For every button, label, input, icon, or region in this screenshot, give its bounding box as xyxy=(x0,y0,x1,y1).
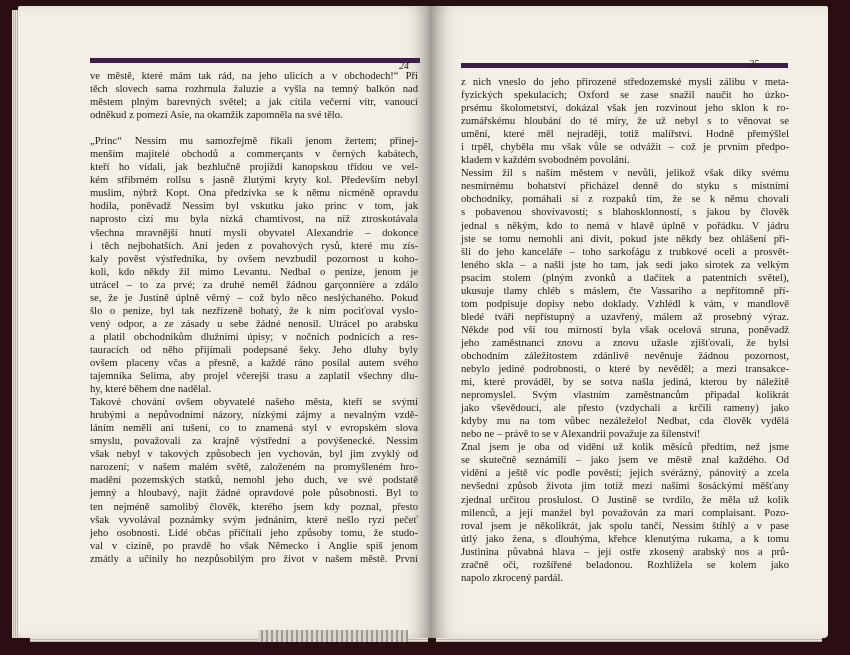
text-line: jeho zaměstnanci znovu a znovu užasle zjišťovali, že bylsi xyxy=(461,337,789,349)
page-body xyxy=(90,70,418,566)
text-line: těch slovech sama rozhrnula žaluzie a vyšla na temný balkón nad xyxy=(90,84,418,96)
text-line: Takové chování ovšem obyvatelé našeho města, kteří se svými xyxy=(90,397,418,409)
text-line: městem plným barevných světel; a jak cítila večerní vítr, vanoucí xyxy=(90,97,418,109)
text-line: muslim, nýbrž Kopt. Ona předzívka se k němu nicméně opravdu xyxy=(90,188,418,200)
text-line: zumářskému hloubání do té míry, že už nebyl s to věnovat se xyxy=(461,116,789,128)
text-line: však nebyl v takových způsobech jen vychován, byl jim zvyklý od xyxy=(90,449,418,461)
text-line: tom podpisuje dopisy nebo doklady. Vzhlédl k vám, v mandlově xyxy=(461,298,789,310)
text-line: jemný a hloubavý, najít žádné opravdové pole působnosti. Byl to xyxy=(90,488,418,500)
text-line: menším majitelé obchodů a commerçants v černých kabátech, xyxy=(90,149,418,161)
text-line: hrubými a nepůvodními názory, nízkými zájmy a nevalným vzdě- xyxy=(90,410,418,422)
header-rule xyxy=(90,58,420,63)
text-line: vidění a ještě víc podle pověstí; jejich svérázný, pánovitý a zcela xyxy=(461,468,789,480)
text-line: narození; v našem malém světě, založeném na promyšleném hro- xyxy=(90,462,418,474)
text-line: Nessim žil s naším městem v nevůli, jelikož však díky svému xyxy=(461,168,789,180)
text-line: umění, které měl nejraději, totiž malířství. Hodně přemýšlel xyxy=(461,129,789,141)
text-line: smyslu, považovali za krajně výstřední a povýšenecké. Nessim xyxy=(90,436,418,448)
text-line: utrácel – to za prvé; za druhé neměl žádnou garçonnière a zdálo xyxy=(90,279,418,291)
text-line: z nich vneslo do jeho přirozené středozemské mysli zálibu v meta- xyxy=(461,77,789,88)
text-line: i trpěl, chyběla mu však vůle se odvážit – což je prvním předpo- xyxy=(461,142,789,154)
page-body xyxy=(461,76,789,585)
text-line: jeho osobnosti. Lidé občas přičítali jeho způsoby tomu, že studo- xyxy=(90,527,418,539)
text-line: kdyby mu na tom vůbec nezáleželo! Nedbat, cda člověk vydělá xyxy=(461,416,789,428)
text-line: madění pozemských statků, nemohl jeho duch, ve své podstatě xyxy=(90,475,418,487)
text-line: šli do jeho kanceláře – toho sarkofágu z trubkové oceli a prosvět- xyxy=(461,246,789,258)
text-line: roval jsem je několikrát, jak spolu tančí, Nessim štíhlý a v pase xyxy=(461,520,789,532)
text-line: obchodníky, pomáhali si z rozpaků tím, že se k němu chovali xyxy=(461,194,789,206)
text-line: fyzických spekulacích; Oxford se zase snažil naučit ho úzko- xyxy=(461,90,789,102)
text-line: s pobavenou shovívavostí; s blahosklonností, s jakou by člověk xyxy=(461,207,789,219)
text-line: jako vševědoucí, ale přesto (vzdychali a krčili rameny) jako xyxy=(461,403,789,415)
text-line: však vyvolával poznámky svým jednáním, které nešlo ryzí pečeť xyxy=(90,514,418,526)
text-line: ten nejméně samolibý člověk, kterého jsem kdy poznal, přesto xyxy=(90,501,418,513)
text-line: nebo ne – právě to se v Alexandrii považuje za šílenství! xyxy=(461,429,701,441)
text-line: hy, které během dne nadělal. xyxy=(90,384,212,396)
text-line: obchodním záležitostem zdánlivě nevěnuje žádnou pozornost, xyxy=(461,350,789,362)
text-line: tauracích od něho přijímali podepsané šeky. Jeho dluhy byly xyxy=(90,344,418,356)
text-line: Znal jsem je oba od vidění už kolik měsíců předtím, než jsme xyxy=(461,442,789,454)
text-line: napolo zkrocený pardál. xyxy=(461,572,564,584)
text-line: „Princ“ Nessim mu samozřejmě říkali jenom žertem; přinej- xyxy=(90,136,418,148)
text-line: prsému školometství, dokázal však jen rozvinout jeho sklon k ro- xyxy=(461,103,789,115)
text-line: nepromyslel. Svým vlastním zaměstnancům připadal kolikrát xyxy=(461,390,789,402)
text-line: kaly pověst výstředníka, by ovšem nevzbudil pozornost u koho- xyxy=(90,253,418,265)
text-line: ve městě, které mám tak rád, na jeho ulicích a v obchodech!“ Při xyxy=(90,71,418,82)
text-line: psacím stolem (plným zvonků a tlačítek a patentních světel), xyxy=(461,272,789,284)
text-line: hodila, poněvadž Nessim byl vskutku jako princ v tom, jak xyxy=(90,201,418,213)
text-line: zjednal určitou proslulost. O Justině se tvrdilo, že měla už kolik xyxy=(461,494,789,506)
text-line: nesmírnému bohatství přicházel denně do styku s místními xyxy=(461,181,789,193)
text-line: Někde pod vší tou mírností byla však ocelová struna, poněvadž xyxy=(461,324,789,336)
text-line: kém stříbrném rollsu s jasně žlutými kryty kol. Především nebyl xyxy=(90,175,418,187)
text-line: leného skla – a našli jste ho tam, jak sedí jako sirotek za velkým xyxy=(461,259,789,271)
text-line: jste se tomu nemohli ani divit, pokud jste někdy bez ohlášení při- xyxy=(461,233,789,245)
text-line: jednal s někým, kdo to nemá v hlavě úplně v pořádku. V jádru xyxy=(461,220,789,232)
text-line: val v cizině, po pravdě ho však Německo i Anglie spíš jenom xyxy=(90,540,418,552)
text-line: i těch nejbohatších. Ani jeden z povahových rysů, které mu zís- xyxy=(90,240,418,252)
left-page xyxy=(18,6,432,638)
text-line: ovšem placeny včas a přesně, a každé ráno posílal autem svého xyxy=(90,357,418,369)
text-line: zračně oči, rozšířené beladonou. Rozhlížela se kolem jako xyxy=(461,559,789,571)
bookmark-ribbon xyxy=(258,630,408,642)
text-line: útlý jako žena, s dlouhýma, křehce klenutýma rukama, a k tomu xyxy=(461,533,789,545)
text-line: naprosto cizí mu byla nízká chamtivost, na níž ztroskotávala xyxy=(90,214,418,226)
text-line: tajemníka Selima, aby projel včerejší trasu a zaplatil všechny dlu- xyxy=(90,371,418,383)
text-line: nebylo jediné podrobnosti, o které by nevěděl; a mezi transakce- xyxy=(461,364,789,376)
text-line: Justinina půvabná hlava – její ostře zkosený arabský nos a prů- xyxy=(461,546,789,558)
text-line: vený odpor, a ze zásady u sebe žádné nenosil. Utrácel po arabsku xyxy=(90,318,418,330)
text-line: bledé tváři nepřístupný a uzavřený, málem až prosebný výraz. xyxy=(461,311,789,323)
text-line: zmátly a učinily ho nezpůsobilým pro život v našem městě. První xyxy=(90,553,418,565)
text-line: všechna mravnější hnutí mysli obyvatel Alexandrie – dokonce xyxy=(90,227,418,239)
page-number: 24 xyxy=(399,61,409,72)
text-line: kteří ho vídali, jak bezhlučně projíždí kanopskou třídou ve vel- xyxy=(90,162,418,174)
text-line: ukusuje tlamy chléb s máslem, čte Vassariho a nepřítomně pří- xyxy=(461,285,789,297)
right-page xyxy=(430,6,828,638)
text-line: mi, které prováděl, by se sotva našla jediná, kterou by náležitě xyxy=(461,377,789,389)
text-line: milenců, a její manžel byl považován za mari complaisant. Pozo- xyxy=(461,507,789,519)
text-line: se, že je Justině úplně věrný – což bylo něco neslýchaného. Pokud xyxy=(90,292,418,304)
text-line: se skutečně seznámili – jako jsem ve městě znal každého. Od xyxy=(461,455,789,467)
text-line: láním neměli ani tušení, co to znamená styl v evropském slova xyxy=(90,423,418,435)
text-line: nevšední způsob života jim totiž mezi našimi šosáckými měšťany xyxy=(461,481,789,493)
text-line: odněkud z pomezí Asie, na okamžik zapomněla na své tělo. xyxy=(90,110,343,122)
text-line: šlo o peníze, byl tak nezřízeně bohatý, že k nim pociťoval vyslo- xyxy=(90,305,418,317)
page-number: 25 xyxy=(749,59,759,70)
text-line: kladem v každém svobodném povolání. xyxy=(461,155,630,167)
text-line: a platil obchodníkům dlužními úpisy; v nočních podnicích a res- xyxy=(90,331,418,343)
header-rule xyxy=(461,63,788,68)
text-line: koli, kdo někdy žil mimo Levantu. Nedbal o peníze, jenom je xyxy=(90,266,418,278)
